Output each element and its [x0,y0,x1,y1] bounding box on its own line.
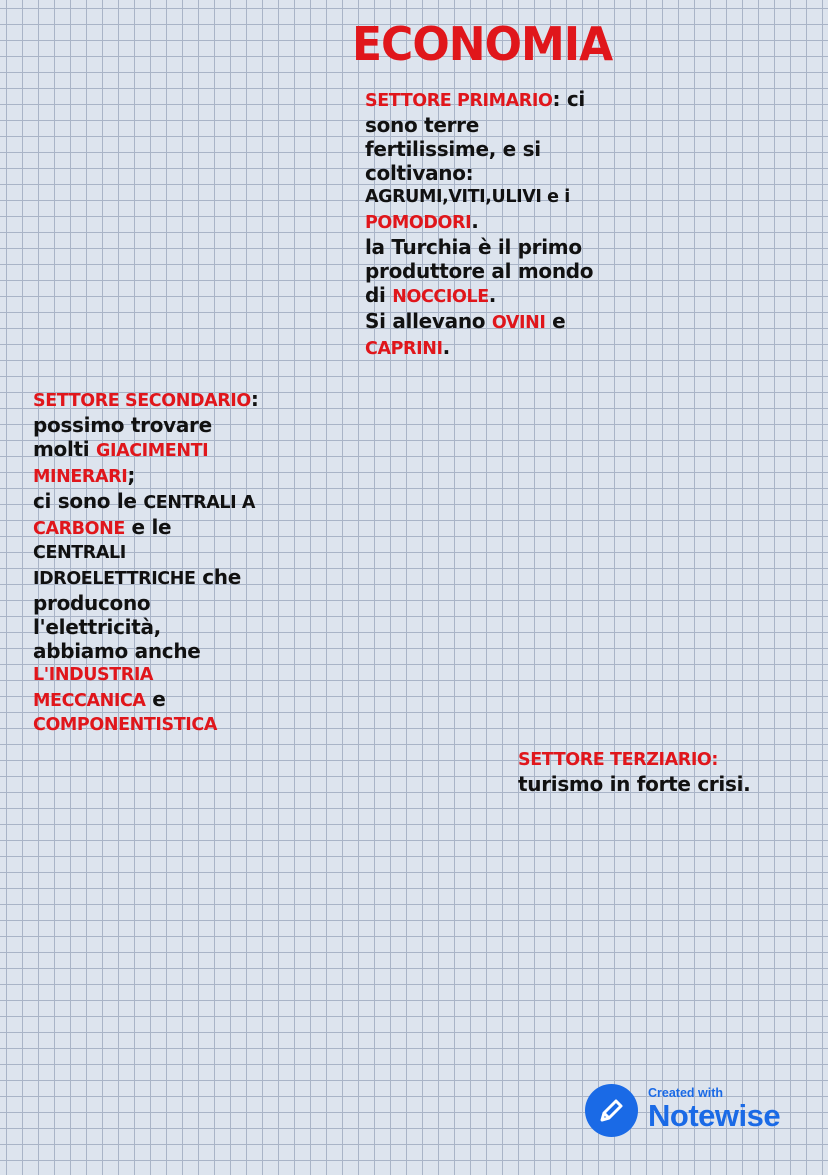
primary-text: . [442,335,450,359]
tertiary-heading: SETTORE TERZIARIO: [518,750,719,770]
secondary-line-7: CENTRALI [33,543,126,563]
primary-line-8: produttore al mondo [365,259,594,283]
secondary-highlight-industria: L'INDUSTRIA [33,665,154,685]
primary-line-3: fertilissime, e si [365,137,541,161]
notewise-badge [585,1084,805,1140]
primary-text: di [365,283,393,307]
secondary-line-9: producono [33,591,151,615]
brand-caption: Created with [648,1086,724,1100]
secondary-text: molti [33,437,97,461]
primary-highlight-caprini: CAPRINI [365,339,443,359]
brand-logo-text: Notewise [648,1098,781,1133]
primary-highlight-pomodori: POMODORI [365,213,472,233]
primary-line-10 [365,309,610,335]
primary-line-7: la Turchia è il primo [365,235,582,259]
primary-line-2: sono terre [365,113,480,137]
secondary-line-13 [33,687,273,713]
secondary-highlight-meccanica: MECCANICA [33,691,146,711]
primary-line-5: AGRUMI,VITI,ULIVI e i [365,187,570,207]
page-title: ECONOMIA [352,18,613,72]
section-tertiary [518,748,778,796]
secondary-heading: SETTORE SECONDARIO [33,391,251,411]
secondary-caps-text: IDROELETTRICHE [33,569,196,589]
secondary-highlight-carbone: CARBONE [33,519,125,539]
secondary-text: : [250,387,259,411]
secondary-line-6 [33,515,273,541]
secondary-caps-text: CENTRALI A [143,493,256,513]
primary-line-6 [365,209,610,235]
secondary-text: che [195,565,241,589]
secondary-line-10: l'elettricità, [33,615,161,639]
secondary-highlight-componentistica: COMPONENTISTICA [33,715,217,735]
secondary-highlight-giacimenti: GIACIMENTI [96,441,209,461]
section-secondary [33,387,273,737]
primary-line-4: coltivano: [365,161,474,185]
primary-text: . [471,209,479,233]
primary-text: e [545,309,566,333]
primary-heading: SETTORE PRIMARIO [365,91,553,111]
section-primary [365,87,610,361]
primary-line-9 [365,283,610,309]
secondary-text: e le [124,515,172,539]
primary-line-11 [365,335,610,361]
secondary-text: e [145,687,166,711]
primary-text: . [488,283,497,307]
secondary-line-1 [33,387,273,413]
secondary-line-4 [33,463,273,489]
primary-highlight-ovini: OVINI [491,313,546,333]
secondary-line-3 [33,437,273,463]
secondary-text: ci sono le [33,489,144,513]
primary-line-1 [365,87,610,113]
secondary-line-5 [33,489,273,515]
secondary-line-11: abbiamo anche [33,639,201,663]
secondary-highlight-minerari: MINERARI [33,467,128,487]
pencil-icon [585,1084,638,1137]
secondary-line-8 [33,565,273,591]
tertiary-line-2: turismo in forte crisi. [518,772,751,796]
secondary-text: ; [127,463,136,487]
primary-text: : ci [552,87,585,111]
primary-text: Si allevano [365,309,492,333]
secondary-line-2: possimo trovare [33,413,212,437]
primary-highlight-nocciole: NOCCIOLE [392,287,489,307]
